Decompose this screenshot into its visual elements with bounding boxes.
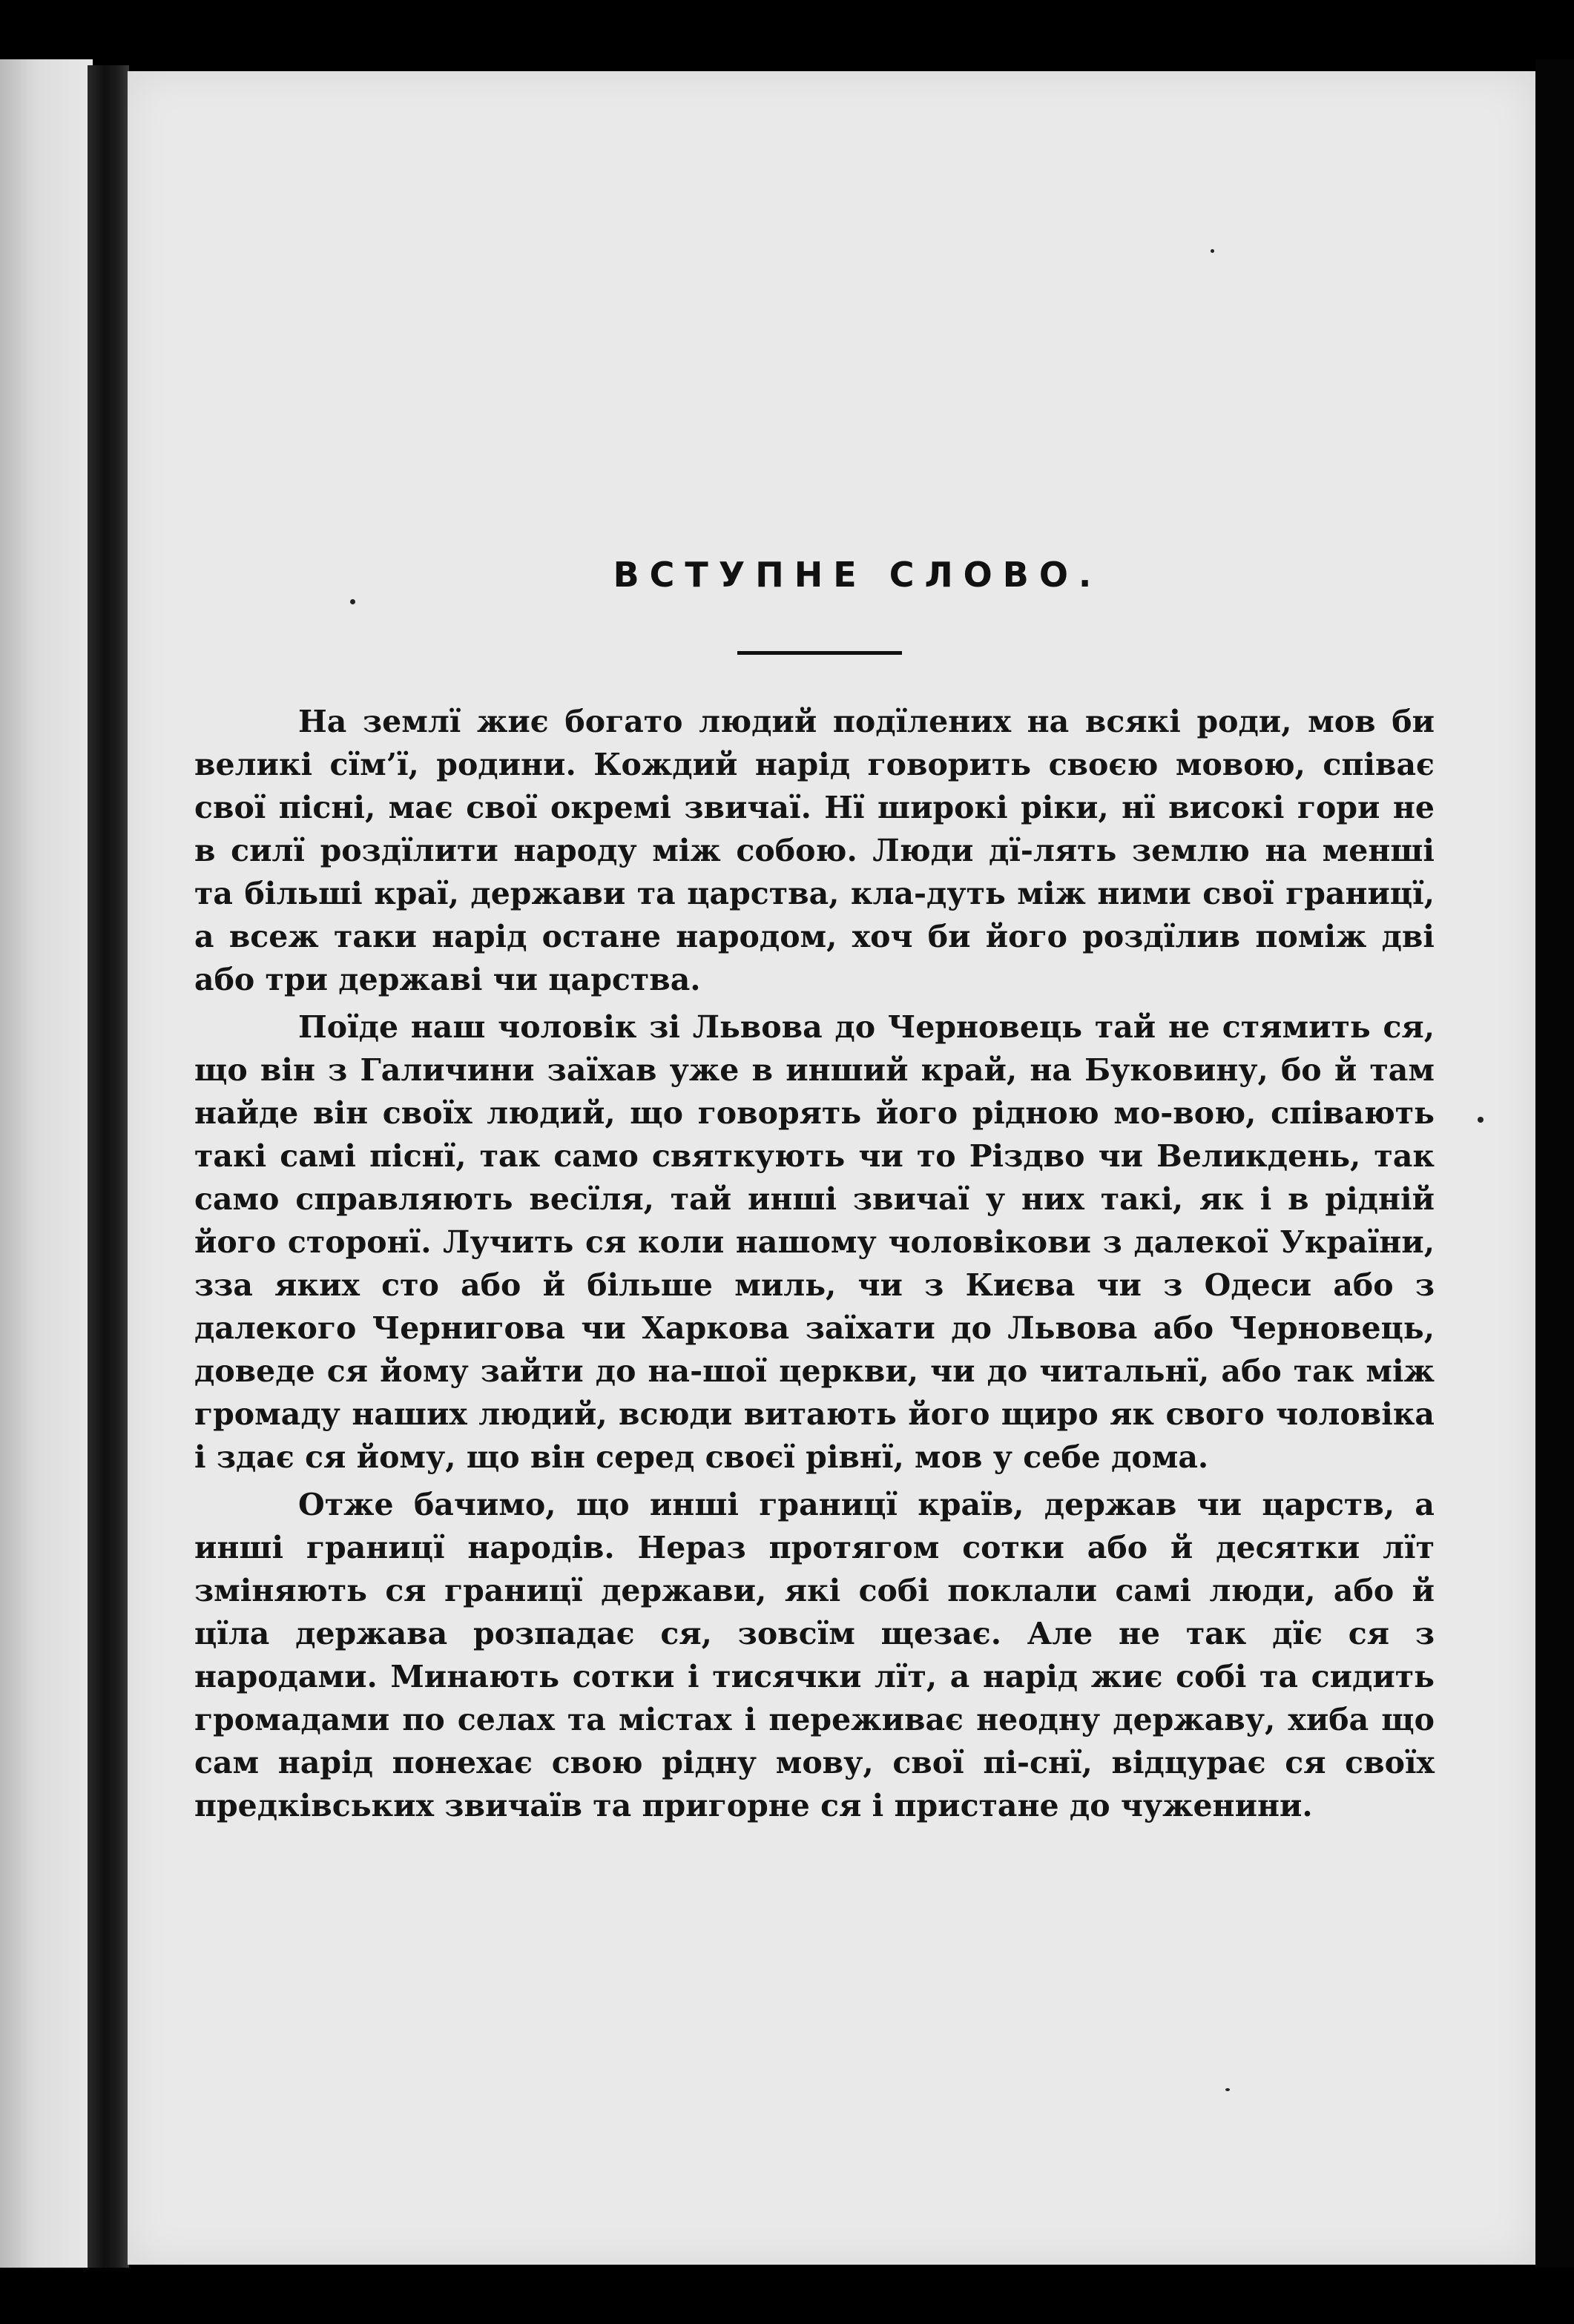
paragraph-1: На землї жиє богато людий подїлених на всякі роди, мов би великі сїм’ї, родини. Кождий нарід говорить своєю мовою, співає свої пісні, має свої окремі звичаї. Нї широкі ріки, нї високі гори не в силї роздїлити народу між собою. Люди дї-лять землю на менші та більші краї, держави та царства, кла-дуть між ними свої границї, а всеж таки нарід остане народом, хоч би його роздїлив поміж дві або три державі чи царства. <box>194 704 1435 997</box>
bottom-scan-border <box>0 2268 1574 2324</box>
page-title: ВСТУПНЕ СЛОВО. <box>613 555 1102 595</box>
paper-speck <box>350 599 355 604</box>
paper-speck <box>1211 249 1214 253</box>
body-text <box>194 700 1435 1832</box>
paper-speck <box>1225 2088 1230 2091</box>
title-underline <box>737 651 902 655</box>
previous-page-edge <box>0 59 93 2284</box>
paragraph-2: Поїде наш чоловік зі Львова до Черновець тай не стямить ся, що він з Галичини заїхав уже в инший край, на Буковину, бо й там найде він своїх людий, що говорять його рідною мо-вою, співають такі самі піснї, так само святкують чи то Різдво чи Великдень, так само справляють весїля, тай инші звичаї у них такі, як і в рідній його сторонї. Лучить ся коли нашому чоловікови з далекої України, зза яких сто або й більше миль, чи з Києва чи з Одеси або з далекого Чернигова чи Харкова заїхати до Львова або Черновець, доведе ся йому зайти до на-шої церкви, чи до читальнї, або так між громаду наших людий, всюди витають його щиро як свого чоловіка і здає ся йому, що він серед своєї рівнї, мов у себе дома. <box>194 1009 1435 1475</box>
paragraph-3: Отже бачимо, що инші границї країв, держав чи царств, а инші границї народів. Нераз протягом сотки або й десятки лїт зміняють ся границї держави, які собі поклали самі люди, або й цїла держава розпадає ся, зовсїм щезає. Але не так дїє ся з народами. Минають сотки і тисячки лїт, а нарід жиє собі та сидить громадами по селах та містах і переживає неодну державу, хиба що сам нарід понехає свою рідну мову, свої пі-снї, відцурає ся своїх предківських звичаїв та пригорне ся і пристане до чуженини. <box>194 1487 1435 1823</box>
book-spine-shadow <box>88 65 129 2268</box>
paper-speck <box>1478 1117 1484 1123</box>
right-scan-border <box>1535 59 1574 2324</box>
